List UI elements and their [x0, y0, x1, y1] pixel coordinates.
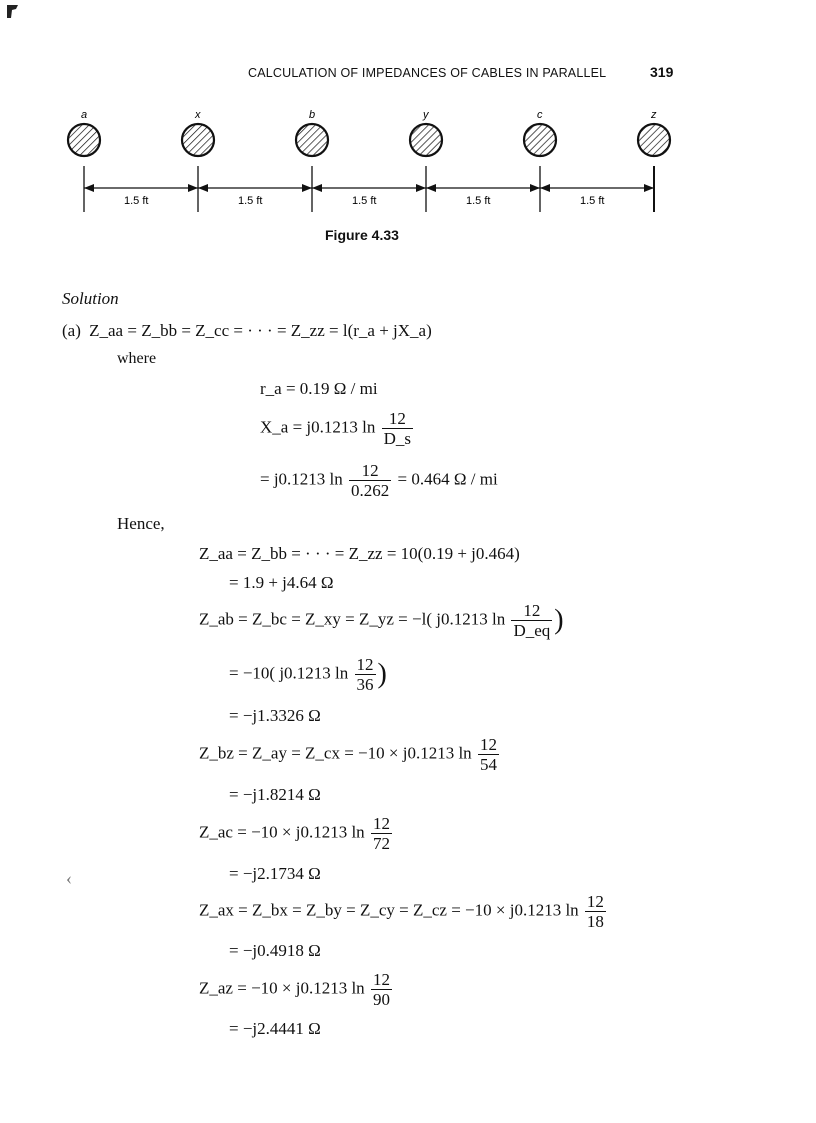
denominator: 90 [372, 990, 390, 1009]
numerator: 12 [372, 970, 390, 989]
label-a: a [81, 109, 88, 121]
xa2-rhs: = 0.464 Ω / mi [397, 469, 498, 489]
eq5-lhs: Z_ax = Z_bx = Z_by = Z_cy = Z_cz = −10 × j0.1213 ln [199, 900, 579, 920]
conductor-y [410, 124, 442, 156]
equation-line [260, 410, 415, 447]
eq-bz-result: = −j1.8214 Ω [229, 785, 321, 804]
label-y: y [423, 109, 429, 121]
eq3-lhs: Z_bz = Z_ay = Z_cx = −10 × j0.1213 ln [199, 743, 472, 763]
eq-self-impedance-result: = 1.9 + j4.64 Ω [229, 573, 334, 592]
label-x: x [195, 109, 201, 121]
figure-caption: Figure 4.33 [325, 227, 399, 243]
ra-value: r_a = 0.19 Ω / mi [260, 379, 378, 398]
spacing-label: 1.5 ft [352, 195, 377, 207]
hence-text: Hence, [117, 514, 165, 533]
running-header: CALCULATION OF IMPEDANCES OF CABLES IN PARALLEL [248, 66, 607, 80]
equation-line [199, 971, 394, 1008]
equation-line [199, 736, 501, 773]
numerator: 12 [479, 735, 497, 754]
eq4-lhs: Z_ac = −10 × j0.1213 ln [199, 822, 365, 842]
fraction [511, 602, 552, 639]
eq-ac-result: = −j2.1734 Ω [229, 864, 321, 883]
denominator: D_eq [513, 621, 551, 640]
conductor-a [68, 124, 100, 156]
fraction [478, 736, 499, 773]
label-z: z [651, 109, 657, 121]
scan-corner-mark [6, 4, 20, 20]
denominator: 36 [356, 675, 374, 694]
eq-ab-result: = −j1.3326 Ω [229, 706, 321, 725]
equation-line [62, 321, 432, 341]
eq-az-result: = −j2.4441 Ω [229, 1019, 321, 1038]
fraction [355, 656, 376, 693]
label-c: c [537, 109, 543, 121]
conductor-z [638, 124, 670, 156]
eq-ax-result: = −j0.4918 Ω [229, 941, 321, 960]
fraction [349, 462, 391, 499]
spacing-label: 1.5 ft [580, 195, 605, 207]
denominator: D_s [383, 429, 412, 448]
numerator: 12 [382, 410, 413, 429]
numerator: 12 [511, 602, 552, 621]
eq6-lhs: Z_az = −10 × j0.1213 ln [199, 978, 365, 998]
numerator: 12 [349, 462, 391, 481]
xa2-lhs: = j0.1213 ln [260, 469, 343, 489]
denominator: 18 [586, 912, 604, 931]
denominator: 0.262 [351, 481, 390, 500]
solution-heading: Solution [62, 289, 119, 308]
fraction [371, 815, 392, 852]
label-b: b [309, 109, 316, 121]
fraction [382, 410, 413, 447]
denominator: 54 [479, 755, 497, 774]
equation-line: = −10( j0.1213 ln $\frac{12}{36}$ ) [229, 655, 387, 694]
conductor-x [182, 124, 214, 156]
spacing-label: 1.5 ft [238, 195, 263, 207]
eq-self-impedance: Z_aa = Z_bb = · · · = Z_zz = 10(0.19 + j0.464) [199, 544, 520, 563]
part-label: (a) [62, 321, 81, 340]
page-number: 319 [650, 64, 674, 80]
fraction [371, 971, 392, 1008]
where-text: where [117, 350, 157, 367]
eq2b-lhs: = −10( j0.1213 ln [229, 663, 349, 683]
spacing-label: 1.5 ft [124, 195, 149, 207]
equation-line: Z_ab = Z_bc = Z_xy = Z_yz = −l( j0.1213 ln $\frac{12}{D\_eq}$ ) [199, 601, 564, 640]
conductor-b [296, 124, 328, 156]
equation-line [260, 462, 498, 499]
numerator: 12 [586, 892, 604, 911]
numerator: 12 [356, 655, 374, 674]
denominator: 72 [372, 834, 390, 853]
equation-line [199, 815, 394, 852]
eq2-lhs: Z_ab = Z_bc = Z_xy = Z_yz = −l( j0.1213 ln [199, 609, 506, 629]
equation-line [199, 893, 608, 930]
fraction [585, 893, 606, 930]
spacing-label: 1.5 ft [466, 195, 491, 207]
numerator: 12 [372, 814, 390, 833]
conductor-c [524, 124, 556, 156]
xa-lhs: X_a = j0.1213 ln [260, 417, 376, 437]
figure-4-33 [60, 104, 700, 224]
self-impedance-general: Z_aa = Z_bb = Z_cc = · · · = Z_zz = l(r_a + jX_a) [89, 321, 432, 340]
scan-mark: ‹ [66, 868, 72, 888]
